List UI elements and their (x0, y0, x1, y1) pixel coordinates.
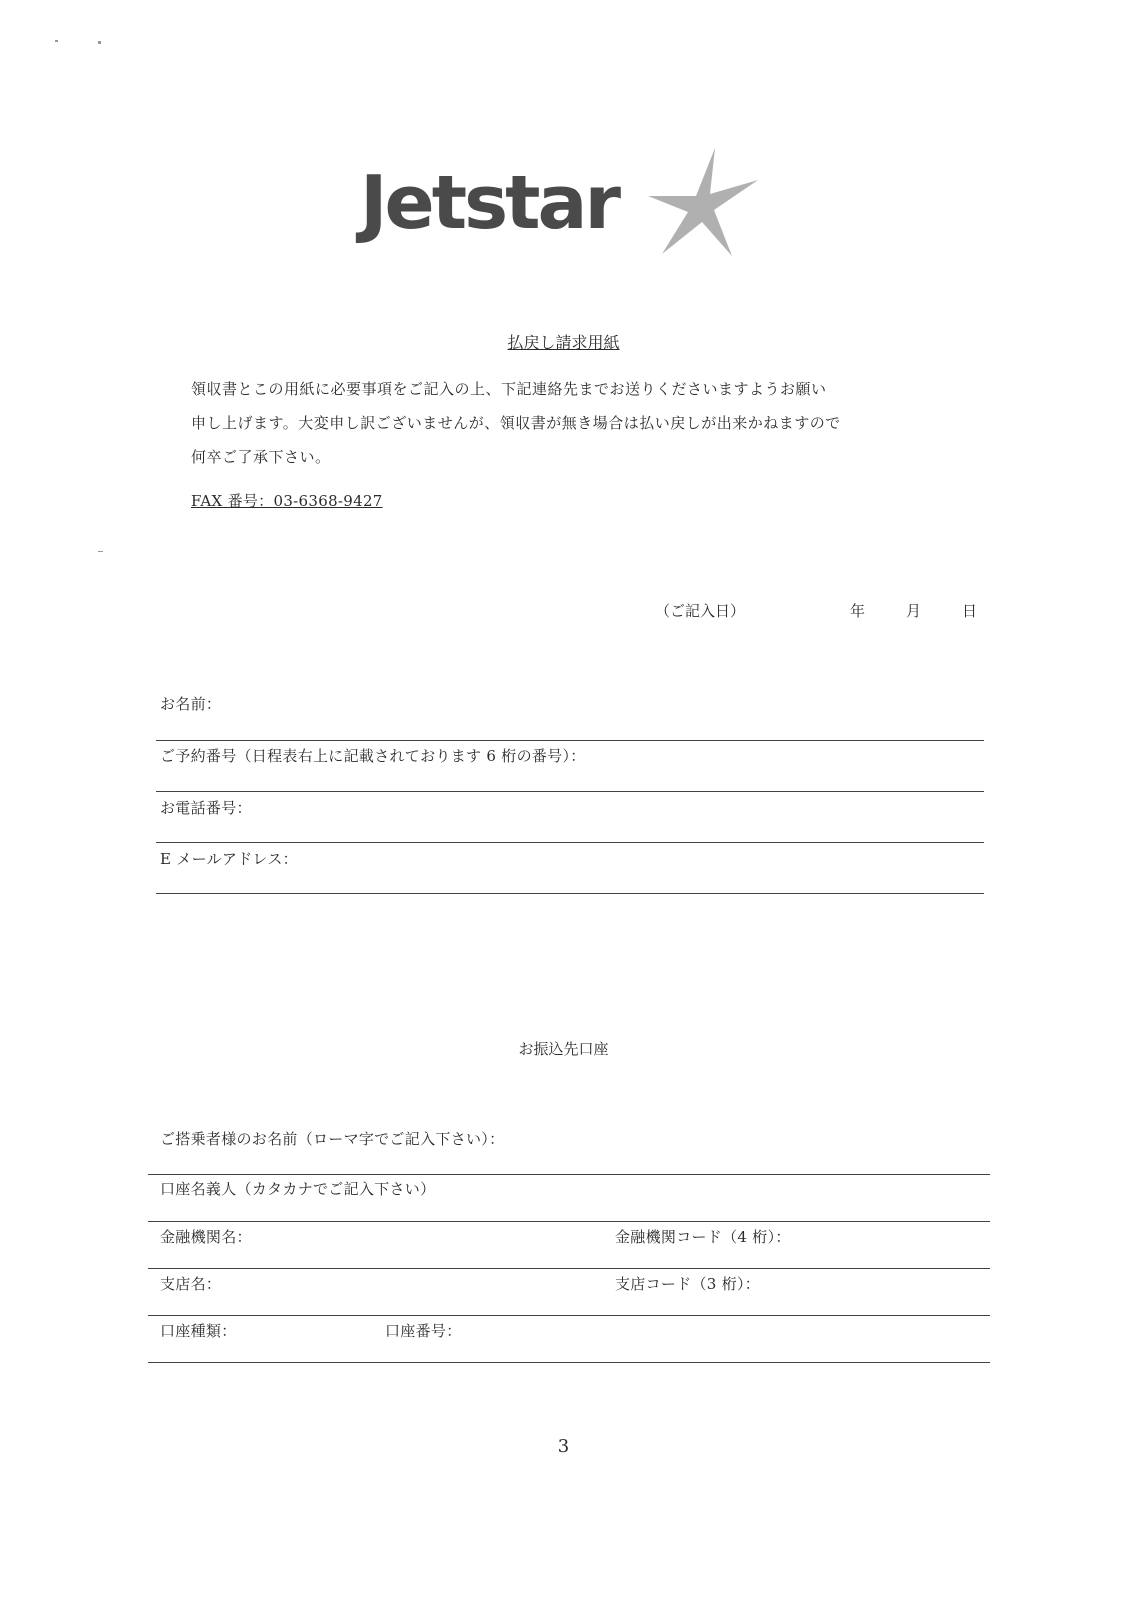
account-line[interactable] (148, 1362, 990, 1363)
date-label: （ご記入日） (655, 602, 746, 620)
email-line[interactable] (156, 893, 984, 894)
branch-code-label: 支店コード（3 桁）： (615, 1275, 761, 1293)
account-number-label: 口座番号： (385, 1322, 462, 1340)
reservation-label: ご予約番号（日程表右上に記載されております 6 桁の番号）： (160, 747, 586, 765)
reservation-line[interactable] (156, 791, 984, 792)
fax-number: FAX 番号：03-6368-9427 (191, 492, 383, 510)
passenger-name-line[interactable] (148, 1174, 990, 1175)
page-number: 3 (557, 1436, 570, 1457)
name-label: お名前： (160, 695, 222, 713)
bank-name-line[interactable] (148, 1268, 990, 1269)
page-title: 払戻し請求用紙 (507, 333, 620, 352)
scan-speck (55, 40, 58, 42)
scan-speck (98, 41, 101, 44)
intro-line-1: 領収書とこの用紙に必要事項をご記入の上、下記連絡先までお送りくださいますようお願い (191, 380, 827, 398)
account-type-label: 口座種類： (160, 1322, 237, 1340)
bank-code-label: 金融機関コード（4 桁）： (615, 1228, 791, 1246)
date-day-label: 日 (962, 602, 978, 620)
account-holder-label: 口座名義人（カタカナでご記入下さい） (160, 1180, 436, 1198)
phone-label: お電話番号： (160, 799, 252, 817)
email-label: E メールアドレス： (160, 850, 298, 868)
date-year-label: 年 (850, 602, 866, 620)
bank-section-title: お振込先口座 (518, 1040, 609, 1058)
passenger-name-label: ご搭乗者様のお名前（ローマ字でご記入下さい）： (160, 1130, 505, 1148)
date-month-label: 月 (906, 602, 922, 620)
logo-wordmark: Jetstar (360, 160, 618, 246)
bank-name-label: 金融機関名： (160, 1228, 252, 1246)
intro-line-2: 申し上げます。大変申し訳ございませんが、領収書が無き場合は払い戻しが出来かねますので (191, 414, 841, 432)
branch-name-label: 支店名： (160, 1275, 222, 1293)
star-icon (640, 144, 760, 264)
name-line[interactable] (156, 740, 984, 741)
account-holder-line[interactable] (148, 1221, 990, 1222)
jetstar-logo (360, 140, 780, 270)
intro-line-3: 何卒ご了承下さい。 (191, 448, 331, 466)
branch-line[interactable] (148, 1315, 990, 1316)
scan-speck (98, 551, 103, 552)
phone-line[interactable] (156, 842, 984, 843)
